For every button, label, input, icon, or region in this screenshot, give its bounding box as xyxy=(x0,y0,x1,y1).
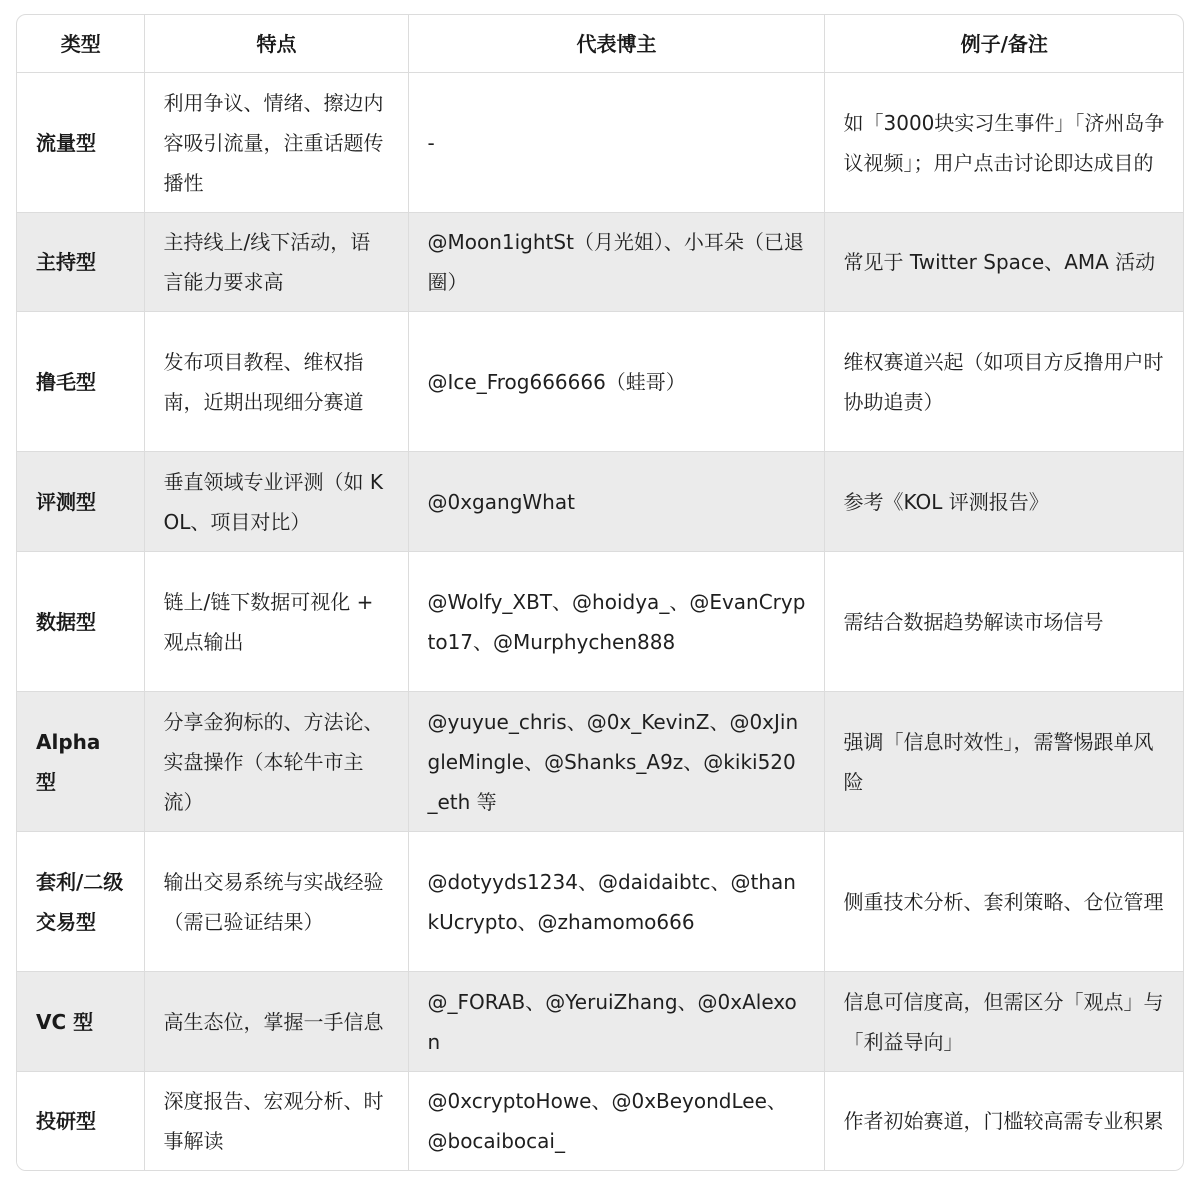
bloggers-cell: @Moon1ightSt（月光姐）、小耳朵（已退圈） xyxy=(408,213,824,312)
bloggers-cell: @dotyyds1234、@daidaibtc、@thankUcrypto、@zhamomo666 xyxy=(408,832,824,972)
notes-cell: 强调「信息时效性」，需警惕跟单风险 xyxy=(824,692,1183,832)
table-row xyxy=(17,213,1183,312)
notes-cell: 维权赛道兴起（如项目方反撸用户时协助追责） xyxy=(824,312,1183,452)
type-cell: 数据型 xyxy=(17,552,144,692)
notes-cell: 作者初始赛道，门槛较高需专业积累 xyxy=(824,1072,1183,1171)
table-row xyxy=(17,452,1183,552)
table-row xyxy=(17,972,1183,1072)
features-cell: 垂直领域专业评测（如 KOL、项目对比） xyxy=(144,452,408,552)
type-cell: 主持型 xyxy=(17,213,144,312)
bloggers-cell: @Wolfy_XBT、@hoidya_、@EvanCrypto17、@Murphychen888 xyxy=(408,552,824,692)
features-cell: 深度报告、宏观分析、时事解读 xyxy=(144,1072,408,1171)
notes-cell: 常见于 Twitter Space、AMA 活动 xyxy=(824,213,1183,312)
bloggers-cell: @Ice_Frog666666（蛙哥） xyxy=(408,312,824,452)
table-row xyxy=(17,312,1183,452)
table-row xyxy=(17,552,1183,692)
type-cell: 投研型 xyxy=(17,1072,144,1171)
column-header-type: 类型 xyxy=(17,15,144,73)
table-row xyxy=(17,1072,1183,1171)
type-cell: VC 型 xyxy=(17,972,144,1072)
bloggers-cell: - xyxy=(408,73,824,213)
notes-cell: 参考《KOL 评测报告》 xyxy=(824,452,1183,552)
features-cell: 发布项目教程、维权指南，近期出现细分赛道 xyxy=(144,312,408,452)
type-cell: 流量型 xyxy=(17,73,144,213)
type-cell: Alpha 型 xyxy=(17,692,144,832)
table-header-row xyxy=(17,15,1183,73)
type-cell: 撸毛型 xyxy=(17,312,144,452)
column-header-notes: 例子/备注 xyxy=(824,15,1183,73)
bloggers-cell: @_FORAB、@YeruiZhang、@0xAlexon xyxy=(408,972,824,1072)
column-header-bloggers: 代表博主 xyxy=(408,15,824,73)
table-row xyxy=(17,73,1183,213)
table-row xyxy=(17,692,1183,832)
kol-type-table xyxy=(17,15,1183,1170)
type-cell: 套利/二级交易型 xyxy=(17,832,144,972)
features-cell: 链上/链下数据可视化 + 观点输出 xyxy=(144,552,408,692)
features-cell: 分享金狗标的、方法论、实盘操作（本轮牛市主流） xyxy=(144,692,408,832)
type-cell: 评测型 xyxy=(17,452,144,552)
notes-cell: 信息可信度高，但需区分「观点」与「利益导向」 xyxy=(824,972,1183,1072)
bloggers-cell: @0xgangWhat xyxy=(408,452,824,552)
notes-cell: 侧重技术分析、套利策略、仓位管理 xyxy=(824,832,1183,972)
column-header-features: 特点 xyxy=(144,15,408,73)
features-cell: 输出交易系统与实战经验（需已验证结果） xyxy=(144,832,408,972)
kol-type-table-container xyxy=(16,14,1184,1171)
features-cell: 利用争议、情绪、擦边内容吸引流量，注重话题传播性 xyxy=(144,73,408,213)
bloggers-cell: @yuyue_chris、@0x_KevinZ、@0xJingleMingle、@Shanks_A9z、@kiki520_eth 等 xyxy=(408,692,824,832)
table-body xyxy=(17,73,1183,1171)
notes-cell: 需结合数据趋势解读市场信号 xyxy=(824,552,1183,692)
bloggers-cell: @0xcryptoHowe、@0xBeyondLee、@bocaibocai_ xyxy=(408,1072,824,1171)
table-header xyxy=(17,15,1183,73)
features-cell: 主持线上/线下活动，语言能力要求高 xyxy=(144,213,408,312)
notes-cell: 如「3000块实习生事件」「济州岛争议视频」；用户点击讨论即达成目的 xyxy=(824,73,1183,213)
features-cell: 高生态位，掌握一手信息 xyxy=(144,972,408,1072)
table-row xyxy=(17,832,1183,972)
